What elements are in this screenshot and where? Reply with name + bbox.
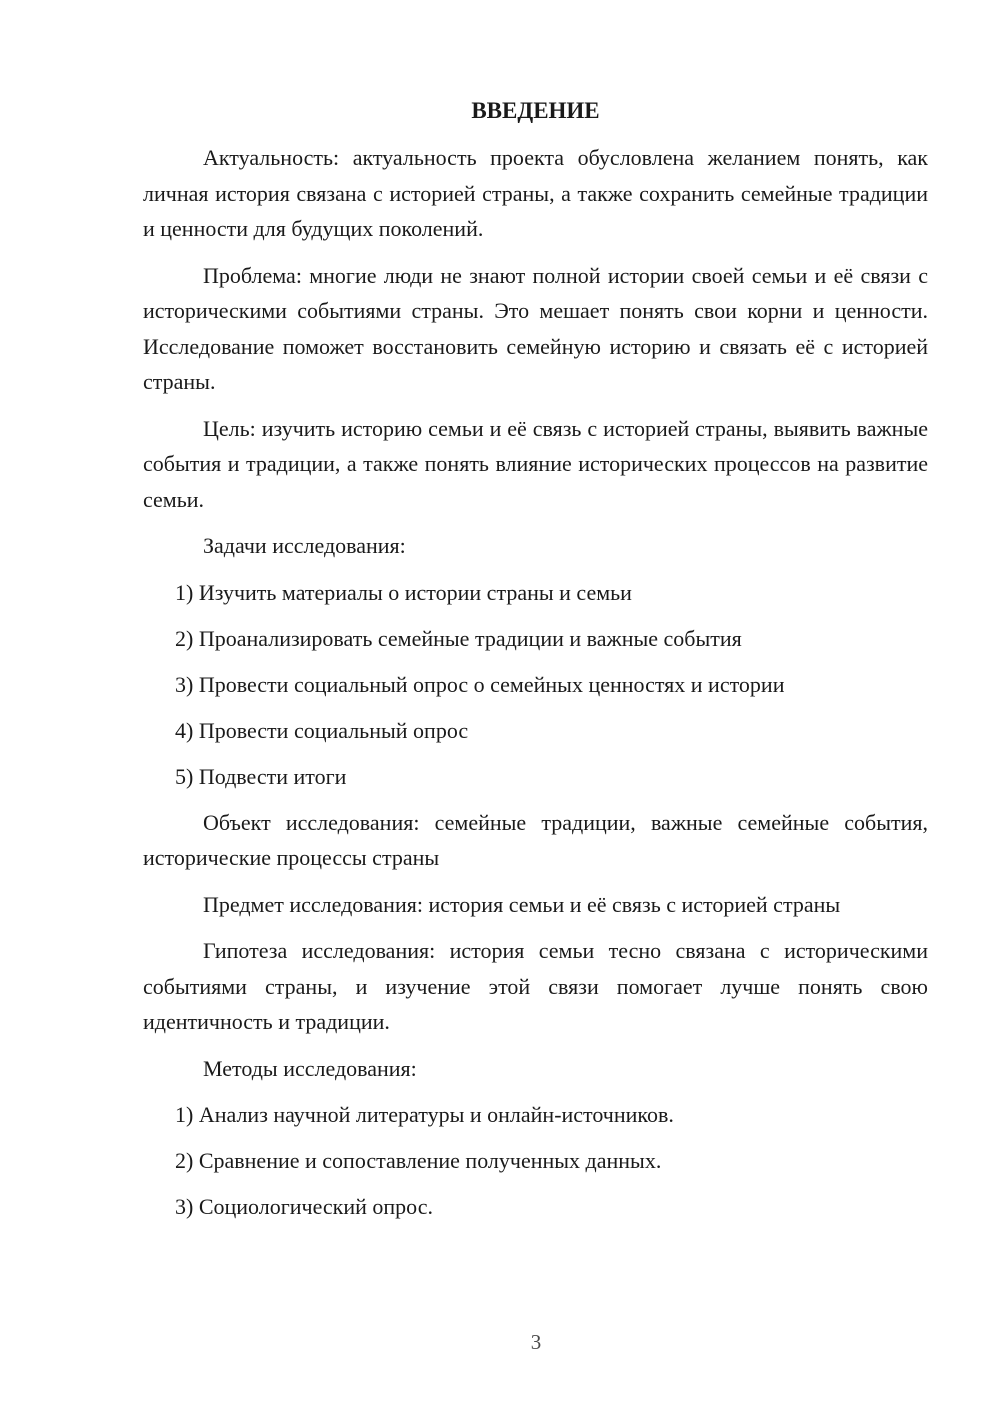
subject-paragraph: Предмет исследования: история семьи и её связь с историей страны: [203, 891, 841, 917]
tasks-heading: Задачи исследования:: [203, 533, 406, 558]
methods-list: [143, 1097, 928, 1225]
relevance-paragraph: Актуальность: актуальность проекта обусловлена желанием понять, как личная история связана с историей страны, а также сохранить семейные традиции и ценности для будущих поколений.: [143, 145, 928, 241]
list-item: 1) Анализ научной литературы и онлайн-источников.: [175, 1102, 674, 1127]
page-number: 3: [530, 1330, 542, 1354]
section-title: ВВЕДЕНИЕ: [471, 98, 600, 123]
methods-heading: Методы исследования:: [203, 1055, 417, 1081]
list-item: 1) Изучить материалы о истории страны и семьи: [175, 579, 632, 605]
problem-paragraph: Проблема: многие люди не знают полной истории своей семьи и её связи с историческими событиями страны. Это мешает понять свои корни и ценности. Исследование поможет восстановить семейную историю и связать её с историей страны.: [143, 262, 928, 394]
list-item: 5) Подвести итоги: [175, 763, 347, 789]
list-item: 2) Сравнение и сопоставление полученных данных.: [175, 1148, 662, 1173]
list-item: 3) Провести социальный опрос о семейных ценностях и истории: [175, 671, 785, 697]
hypothesis-paragraph: Гипотеза исследования: история семьи тесно связана с историческими событиями страны, и изучение этой связи помогает лучше понять свою идентичность и традиции.: [143, 938, 928, 1034]
document-page: [143, 94, 928, 1235]
tasks-list: [143, 575, 928, 795]
list-item: 2) Проанализировать семейные традиции и важные события: [175, 625, 742, 651]
list-item: 4) Провести социальный опрос: [175, 717, 469, 743]
goal-paragraph: Цель: изучить историю семьи и её связь с историей страны, выявить важные события и традиции, а также понять влияние исторических процессов на развитие семьи.: [143, 415, 928, 512]
object-paragraph: Объект исследования: семейные традиции, важные семейные события, исторические процессы страны: [143, 809, 928, 870]
list-item: 3) Социологический опрос.: [175, 1194, 433, 1219]
